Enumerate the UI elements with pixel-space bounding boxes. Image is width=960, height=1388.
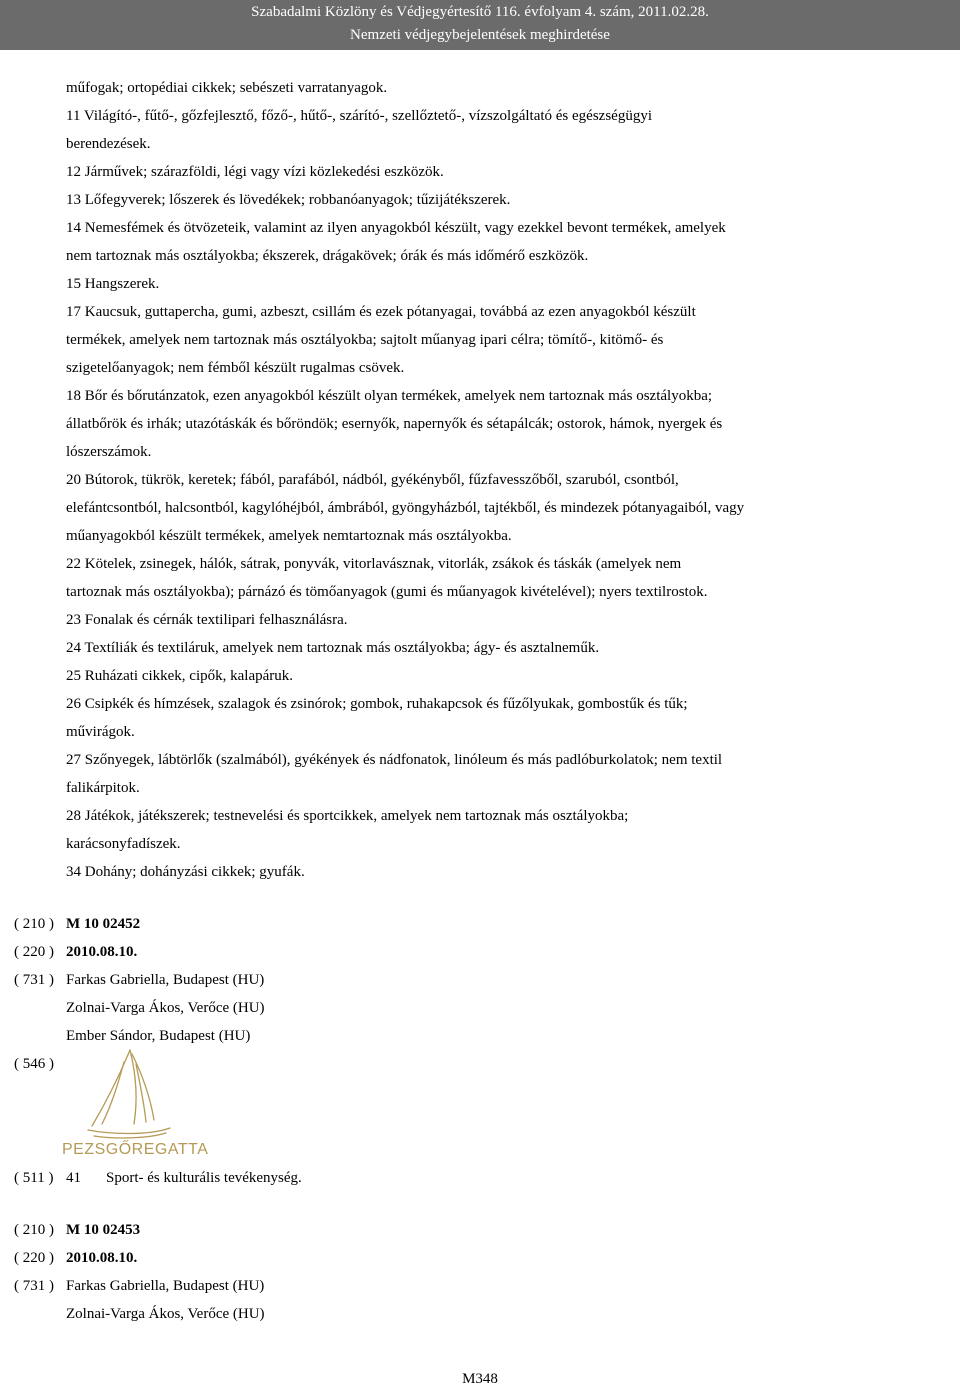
field-label-731: ( 731 ) bbox=[14, 972, 54, 988]
body-line: 20 Bútorok, tükrök, keretek; fából, parafából, nádból, gyékényből, fűzfavesszőből, szaruból, csontból, bbox=[66, 472, 679, 488]
body-line: 27 Szőnyegek, lábtörlők (szalmából), gyékények és nádfonatok, linóleum és más padlóburkolatok; nem textil bbox=[66, 752, 723, 768]
body-line: karácsonyfadíszek. bbox=[66, 836, 181, 852]
body-line: 23 Fonalak és cérnák textilipari felhasználásra. bbox=[66, 612, 348, 628]
body-line: 17 Kaucsuk, guttapercha, gumi, azbeszt, csillám és ezek pótanyagai, továbbá az ezen anyagokból készült bbox=[66, 304, 696, 320]
owner: Farkas Gabriella, Budapest (HU) bbox=[66, 1278, 265, 1294]
owner: Farkas Gabriella, Budapest (HU) bbox=[66, 972, 265, 988]
logo-text: PEZSGŐREGATTA bbox=[62, 1141, 209, 1158]
body-line: 22 Kötelek, zsinegek, hálók, sátrak, ponyvák, vitorlavásznak, vitorlák, zsákok és táskák (amelyek nem bbox=[66, 556, 682, 572]
body-line: 28 Játékok, játékszerek; testnevelési és sportcikkek, amelyek nem tartoznak más osztályokba; bbox=[66, 808, 629, 824]
owner: Ember Sándor, Budapest (HU) bbox=[66, 1028, 251, 1044]
body-line: szigetelőanyagok; nem fémből készült rugalmas csövek. bbox=[66, 360, 405, 376]
body-line: állatbőrök és irhák; utazótáskák és bőröndök; esernyők, napernyők és sétapálcák; ostorok, hámok, nyergek és bbox=[66, 416, 723, 432]
nice-class-number: 41 bbox=[66, 1170, 81, 1186]
application-number: M 10 02452 bbox=[66, 916, 141, 932]
trademark-logo bbox=[58, 1044, 238, 1160]
field-label-731: ( 731 ) bbox=[14, 1278, 54, 1294]
body-line: 12 Járművek; szárazföldi, légi vagy vízi közlekedési eszközök. bbox=[66, 164, 444, 180]
body-line: termékek, amelyek nem tartoznak más osztályokba; sajtolt műanyag ipari célra; tömítő-, kitömő- és bbox=[66, 332, 664, 348]
nice-class-description: Sport- és kulturális tevékenység. bbox=[106, 1170, 302, 1186]
filing-date: 2010.08.10. bbox=[66, 944, 138, 960]
field-label-220: ( 220 ) bbox=[14, 944, 54, 960]
body-line: 11 Világító-, fűtő-, gőzfejlesztő, főző-, hűtő-, szárító-, szellőztető-, vízszolgáltató és egészségügyi bbox=[66, 108, 652, 124]
sailboat-logo-icon bbox=[58, 1044, 238, 1160]
page-header bbox=[0, 0, 960, 50]
body-line: 26 Csipkék és hímzések, szalagok és zsinórok; gombok, ruhakapcsok és fűzőlyukak, gombostűk és tűk; bbox=[66, 696, 688, 712]
body-line: nem tartoznak más osztályokba; ékszerek, drágakövek; órák és más időmérő eszközök. bbox=[66, 248, 589, 264]
page-number: M348 bbox=[462, 1371, 498, 1387]
owner: Zolnai-Varga Ákos, Verőce (HU) bbox=[66, 1000, 265, 1016]
field-label-210: ( 210 ) bbox=[14, 1222, 54, 1238]
body-line: műanyagokból készült termékek, amelyek nemtartoznak más osztályokba. bbox=[66, 528, 512, 544]
body-line: művirágok. bbox=[66, 724, 135, 740]
body-line: műfogak; ortopédiai cikkek; sebészeti varratanyagok. bbox=[66, 80, 388, 96]
field-label-511: ( 511 ) bbox=[14, 1170, 54, 1186]
owner: Zolnai-Varga Ákos, Verőce (HU) bbox=[66, 1306, 265, 1322]
body-line: lószerszámok. bbox=[66, 444, 152, 460]
body-line: 18 Bőr és bőrutánzatok, ezen anyagokból készült olyan termékek, amelyek nem tartoznak más osztályokba; bbox=[66, 388, 713, 404]
body-line: berendezések. bbox=[66, 136, 151, 152]
body-line: 34 Dohány; dohányzási cikkek; gyufák. bbox=[66, 864, 305, 880]
body-line: 13 Lőfegyverek; lőszerek és lövedékek; robbanóanyagok; tűzijátékszerek. bbox=[66, 192, 511, 208]
application-number: M 10 02453 bbox=[66, 1222, 141, 1238]
filing-date: 2010.08.10. bbox=[66, 1250, 138, 1266]
body-line: tartoznak más osztályokba); párnázó és tömőanyagok (gumi és műanyagok kivételével); nyers textilrostok. bbox=[66, 584, 708, 600]
body-line: 25 Ruházati cikkek, cipők, kalapáruk. bbox=[66, 668, 294, 684]
field-label-546: ( 546 ) bbox=[14, 1056, 54, 1072]
body-line: falikárpitok. bbox=[66, 780, 140, 796]
body-line: 24 Textíliák és textiláruk, amelyek nem tartoznak más osztályokba; ágy- és asztalneműk. bbox=[66, 640, 600, 656]
body-line: 15 Hangszerek. bbox=[66, 276, 160, 292]
section-title: Nemzeti védjegybejelentések meghirdetése bbox=[350, 27, 610, 43]
field-label-210: ( 210 ) bbox=[14, 916, 54, 932]
body-line: 14 Nemesfémek és ötvözeteik, valamint az ilyen anyagokból készült, vagy ezekkel bevont termékek, amelyek bbox=[66, 220, 726, 236]
journal-title: Szabadalmi Közlöny és Védjegyértesítő 116. évfolyam 4. szám, 2011.02.28. bbox=[251, 4, 709, 20]
body-line: elefántcsontból, halcsontból, kagylóhéjból, ámbrából, gyöngyházból, tajtékből, és mindezek pótanyagaiból, vagy bbox=[66, 500, 745, 516]
field-label-220: ( 220 ) bbox=[14, 1250, 54, 1266]
